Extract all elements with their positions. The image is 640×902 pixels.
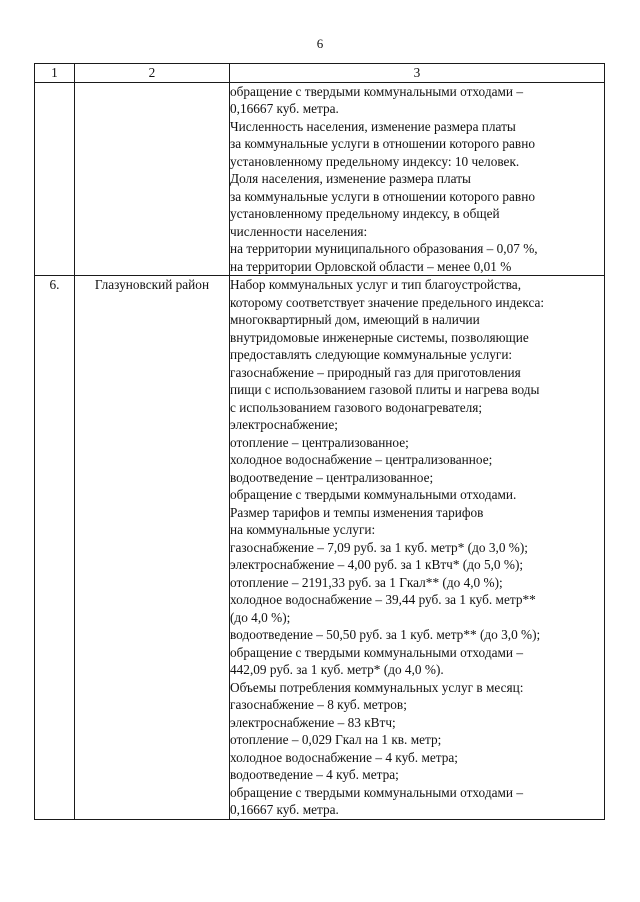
text-line: электроснабжение – 83 кВтч;: [230, 714, 396, 730]
text-line: обращение с твердыми коммунальными отходами –: [230, 83, 523, 99]
text-line: газоснабжение – 7,09 руб. за 1 куб. метр* (до 3,0 %);: [230, 539, 528, 555]
text-line: Размер тарифов и темпы изменения тарифов: [230, 504, 484, 520]
text-line: 0,16667 куб. метра.: [230, 802, 339, 817]
column-header-2: 2: [75, 64, 230, 83]
row-number-cell: [35, 82, 75, 276]
text-line: Численность населения, изменение размера платы: [230, 118, 516, 134]
text-line: водоотведение – 50,50 руб. за 1 куб. метр** (до 3,0 %);: [230, 627, 541, 642]
tariff-table: [34, 63, 605, 820]
text-line: с использованием газового водонагревателя;: [230, 399, 483, 415]
details-cell: [230, 82, 605, 276]
text-line: 0,16667 куб. метра.: [230, 101, 339, 116]
text-line: отопление – 2191,33 руб. за 1 Гкал** (до 4,0 %);: [230, 574, 503, 590]
text-line: внутридомовые инженерные системы, позволяющие: [230, 329, 529, 345]
text-line: обращение с твердыми коммунальными отходами –: [230, 784, 523, 800]
text-line: на территории Орловской области – менее 0,01 %: [230, 258, 512, 274]
text-line: за коммунальные услуги в отношении которого равно: [230, 136, 535, 151]
text-line: установленному предельному индексу, в общей: [230, 206, 500, 221]
text-line: газоснабжение – природный газ для приготовления: [230, 364, 521, 380]
details-cell: [230, 276, 605, 820]
text-line: установленному предельному индексу: 10 человек.: [230, 153, 520, 169]
column-header-3: 3: [230, 64, 605, 83]
text-line: пищи с использованием газовой плиты и нагрева воды: [230, 382, 540, 397]
text-line: Объемы потребления коммунальных услуг в месяц:: [230, 679, 524, 695]
district-cell: Глазуновский район: [75, 276, 230, 820]
page-number: 6: [316, 36, 324, 51]
table-row-6: [35, 276, 605, 820]
text-line: отопление – централизованное;: [230, 434, 409, 450]
text-line: многоквартирный дом, имеющий в наличии: [230, 312, 480, 327]
text-line: (до 4,0 %);: [230, 609, 291, 625]
text-line: обращение с твердыми коммунальными отходами.: [230, 487, 517, 502]
text-line: водоотведение – централизованное;: [230, 469, 434, 485]
text-line: холодное водоснабжение – централизованное;: [230, 452, 493, 467]
text-line: на коммунальные услуги:: [230, 522, 376, 537]
text-line: электроснабжение – 4,00 руб. за 1 кВтч* (до 5,0 %);: [230, 557, 524, 572]
text-line: водоотведение – 4 куб. метра;: [230, 767, 399, 782]
text-line: холодное водоснабжение – 4 куб. метра;: [230, 749, 458, 765]
text-line: Доля населения, изменение размера платы: [230, 171, 471, 186]
text-line: на территории муниципального образования – 0,07 %,: [230, 241, 538, 256]
text-line: отопление – 0,029 Гкал на 1 кв. метр;: [230, 732, 442, 747]
text-line: обращение с твердыми коммунальными отходами –: [230, 644, 523, 660]
district-cell: [75, 82, 230, 276]
table-row-continued: [35, 82, 605, 276]
row-number-cell: 6.: [35, 276, 75, 820]
text-line: численности населения:: [230, 223, 368, 239]
text-line: за коммунальные услуги в отношении которого равно: [230, 188, 535, 204]
text-line: предоставлять следующие коммунальные услуги:: [230, 347, 513, 362]
text-line: которому соответствует значение предельного индекса:: [230, 294, 545, 310]
column-header-1: 1: [35, 64, 75, 83]
text-line: электроснабжение;: [230, 417, 338, 432]
text-line: газоснабжение – 8 куб. метров;: [230, 697, 407, 712]
text-line: 442,09 руб. за 1 куб. метр* (до 4,0 %).: [230, 662, 444, 677]
text-line: Набор коммунальных услуг и тип благоустройства,: [230, 277, 522, 292]
text-line: холодное водоснабжение – 39,44 руб. за 1 куб. метр**: [230, 592, 536, 607]
table-header-row: [35, 64, 605, 83]
